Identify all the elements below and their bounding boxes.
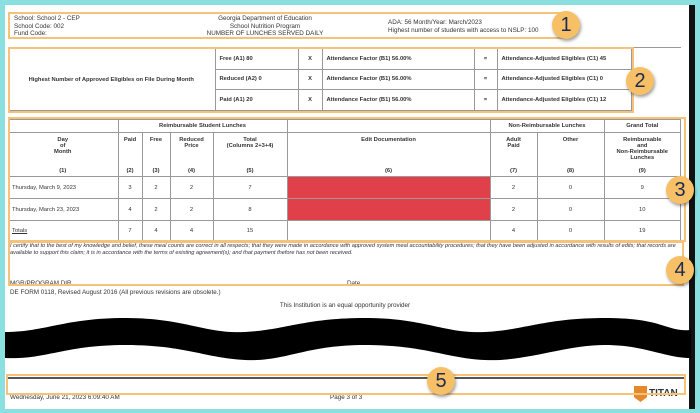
column-label: Adult Paid	[506, 137, 521, 149]
school-code: School Code: 002	[14, 22, 65, 30]
column-label: Day of Month	[54, 137, 72, 155]
program: School Nutrition Program	[229, 22, 301, 30]
department: Georgia Department of Education	[218, 15, 312, 22]
highlight-2	[8, 47, 634, 113]
reduced-eligibles: Reduced (A2) 0	[215, 69, 298, 90]
paid-eligibles: Paid (A1) 20	[215, 90, 298, 111]
cell-value: 7	[213, 177, 287, 199]
column-number: (3)	[152, 168, 160, 174]
cell-value: 2	[142, 199, 170, 221]
group-reimbursable: Reimbursable Student Lunches	[118, 120, 287, 133]
column-label: Reduced Price	[179, 137, 204, 149]
highlight-4	[8, 241, 684, 286]
cell-value: 2	[490, 177, 537, 199]
column-number: (5)	[246, 168, 254, 174]
column-label: Paid	[123, 137, 137, 143]
column-label: Free	[149, 137, 163, 143]
times: X	[298, 49, 322, 70]
column-label: Other	[562, 137, 579, 143]
callout-badge-3: 3	[666, 176, 694, 204]
adjusted-eligibles: Attendance-Adjusted Eligibles (C1) 45	[497, 49, 632, 70]
adjusted-eligibles: Attendance-Adjusted Eligibles (C1) 12	[497, 90, 632, 111]
signature-label: MGR/PROGRAM DIR	[10, 280, 72, 287]
times: X	[298, 90, 322, 111]
fund-code: Fund Code:	[14, 30, 47, 37]
cell-value: 0	[537, 177, 604, 199]
callout-badge-1: 1	[552, 11, 580, 39]
cell-value: 3	[118, 177, 142, 199]
cell-value: 0	[537, 221, 604, 241]
attendance-factor: Attendance Factor (B1) 56.00%	[322, 90, 474, 111]
column-number: (8)	[566, 168, 575, 174]
certification-text: I certify that to the best of my knowledge and belief, these meal counts are correct in all respects; that they were made in accordance with approved system meal accountability procedures; that they have been adjusted in accordance with results of edits; that records are available to support this claim; it is in accordance with the terms of existing agreement(s); and that payment thefore has not been received.	[10, 243, 676, 256]
cell-value: 0	[537, 199, 604, 221]
cell-value: 4	[142, 221, 170, 241]
report-title: NUMBER OF LUNCHES SERVED DAILY	[206, 30, 324, 37]
cell-value: 19	[604, 221, 681, 241]
column-number: (9)	[638, 168, 646, 174]
page-number: Page 3 of 3	[330, 394, 363, 401]
cell-value: 2	[170, 177, 213, 199]
attendance-factor: Attendance Factor (B1) 56.00%	[322, 49, 474, 70]
form-revision: DE FORM 0118, Revised August 2016 (All previous revisions are obsolete.)	[10, 289, 221, 296]
totals-label: Totals	[8, 221, 118, 241]
cell-value: 10	[604, 199, 681, 221]
cell-value: 2	[490, 199, 537, 221]
column-number: (4)	[187, 168, 196, 174]
row-date: Thursday, March 23, 2023	[8, 199, 118, 221]
equals: =	[474, 90, 497, 111]
row-date: Thursday, March 9, 2023	[8, 177, 118, 199]
cell-value: 2	[142, 177, 170, 199]
equals: =	[474, 49, 497, 70]
nslp-count: Highest number of students with access to NSLP: 100	[388, 26, 539, 34]
cell-value: 8	[213, 199, 287, 221]
attendance-factor: Attendance Factor (B1) 56.00%	[322, 69, 474, 90]
ada-month: ADA: 56 Month/Year: March/2023	[388, 19, 482, 26]
column-number: (6)	[384, 168, 393, 174]
column-label: Total (Columns 2+3+4)	[226, 137, 274, 149]
titan-logo: TITAN	[649, 388, 678, 399]
column-number: (7)	[509, 168, 518, 174]
callout-badge-5: 5	[427, 367, 455, 395]
school-name: School: School 2 - CEP	[14, 15, 80, 22]
cell-value: 9	[604, 177, 681, 199]
group-grand-total: Grand Total	[604, 120, 681, 133]
page-break-wave	[5, 318, 691, 370]
group-nonreimbursable: Non-Reimbursable Lunches	[490, 120, 604, 133]
cell-value: 7	[118, 221, 142, 241]
column-label: Edit Documentation	[361, 137, 416, 143]
highlight-1	[8, 12, 566, 39]
column-label: Reimbursable and Non-Reimbursable Lunches	[616, 137, 669, 161]
equals: =	[474, 69, 497, 90]
cell-value: 4	[118, 199, 142, 221]
cell-value: 4	[170, 221, 213, 241]
adjusted-eligibles: Attendance-Adjusted Eligibles (C1) 0	[497, 69, 632, 90]
print-timestamp: Wednesday, June 21, 2023 6:09:40 AM	[10, 394, 120, 401]
cell-value: 2	[170, 199, 213, 221]
eligibles-label: Highest Number of Approved Eligibles on File During Month	[8, 49, 215, 111]
free-eligibles: Free (A1) 80	[215, 49, 298, 70]
callout-badge-2: 2	[626, 67, 654, 95]
cell-value: 4	[490, 221, 537, 241]
highlight-3	[8, 117, 686, 242]
equal-opportunity: This Institution is an equal opportunity provider	[279, 302, 411, 309]
column-number: (1)	[59, 168, 67, 174]
callout-badge-4: 4	[666, 256, 694, 284]
cell-value: 15	[213, 221, 287, 241]
times: X	[298, 69, 322, 90]
date-label: Date	[347, 280, 361, 287]
column-number: (2)	[126, 168, 134, 174]
highlight-5	[6, 374, 686, 395]
